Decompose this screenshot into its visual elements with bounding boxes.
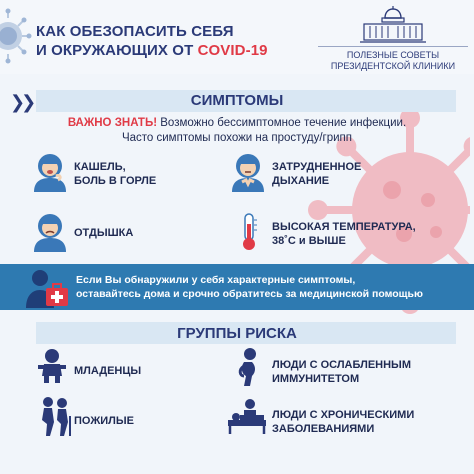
risk-immunity-label <box>272 358 411 386</box>
advice-text <box>76 273 472 301</box>
risk-elderly-line1: ПОЖИЛЫЕ <box>74 415 134 427</box>
risk-elderly-label <box>74 414 134 428</box>
baby-icon <box>38 348 66 384</box>
symptom-dyspnea-line1: ОТДЫШКА <box>74 227 134 239</box>
clinic-line1: ПОЛЕЗНЫЕ СОВЕТЫ <box>346 50 440 60</box>
thermometer-icon <box>238 212 260 252</box>
symptom-breathing-line2: ДЫХАНИЕ <box>272 175 330 187</box>
symptom-temperature-label <box>272 220 416 248</box>
symptom-cough-label <box>74 160 156 188</box>
doctor-kit-icon <box>22 268 72 308</box>
page-title <box>36 22 268 60</box>
risk-babies-line1: МЛАДЕНЦЫ <box>74 365 142 377</box>
advice-line2: оставайтесь дома и срочно обратитесь за медицинской помощью <box>76 288 423 300</box>
title-line1: КАК ОБЕЗОПАСИТЬ СЕБЯ <box>36 23 234 40</box>
symptoms-title: СИМПТОМЫ <box>190 92 284 109</box>
clinic-logo <box>318 6 468 70</box>
elderly-icon <box>38 396 72 436</box>
risk-immunity-line2: ИММУНИТЕТОМ <box>272 373 360 385</box>
sad-person-icon <box>30 210 70 252</box>
coughing-person-icon <box>30 150 70 192</box>
symptoms-note-line1 <box>0 116 474 131</box>
symptom-breathing-line1: ЗАТРУДНЕННОЕ <box>272 161 362 173</box>
symptom-breathing-label <box>272 160 361 188</box>
risk-title: ГРУППЫ РИСКА <box>177 325 297 342</box>
title-line2-prefix: И ОКРУЖАЮЩИХ ОТ <box>36 42 198 59</box>
symptom-temperature-line2: 38˚С и ВЫШЕ <box>272 235 346 247</box>
risk-chronic-label <box>272 408 414 436</box>
virus-decoration-icon <box>0 0 34 74</box>
symptom-temperature-line1: ВЫСОКАЯ ТЕМПЕРАТУРА, <box>272 221 416 233</box>
header <box>0 0 474 74</box>
chevron-right-icon: ❯❯ <box>10 92 33 112</box>
symptoms-note-line2: Часто симптомы похожи на простуду/грипп <box>121 132 353 144</box>
breathing-difficulty-icon <box>228 150 268 192</box>
symptoms-note <box>0 116 474 146</box>
risk-chronic-line1: ЛЮДИ С ХРОНИЧЕСКИМИ <box>272 409 415 421</box>
important-label: ВАЖНО ЗНАТЬ! <box>67 117 158 129</box>
clinic-line2: ПРЕЗИДЕНТСКОЙ КЛИНИКИ <box>330 61 456 71</box>
weak-person-icon <box>234 348 262 386</box>
risk-babies-label <box>74 364 141 378</box>
symptoms-note-line1-rest: Возможно бессимптомное течение инфекции. <box>157 117 407 129</box>
title-accent: COVID-19 <box>197 42 268 59</box>
risk-immunity-line1: ЛЮДИ С ОСЛАБЛЕННЫМ <box>272 359 411 371</box>
symptom-cough-line1: КАШЕЛЬ, <box>74 161 126 173</box>
symptom-dyspnea-label <box>74 226 133 240</box>
clinic-divider <box>318 46 468 47</box>
advice-banner <box>0 264 474 310</box>
symptom-cough-line2: БОЛЬ В ГОРЛЕ <box>74 175 157 187</box>
advice-line1: Если Вы обнаружили у себя характерные симптомы, <box>76 274 356 286</box>
patient-bed-icon <box>226 398 268 436</box>
clinic-building-icon <box>358 6 428 44</box>
clinic-caption <box>318 50 468 72</box>
risk-chronic-line2: ЗАБОЛЕВАНИЯМИ <box>272 423 375 435</box>
title-line2 <box>36 41 268 60</box>
